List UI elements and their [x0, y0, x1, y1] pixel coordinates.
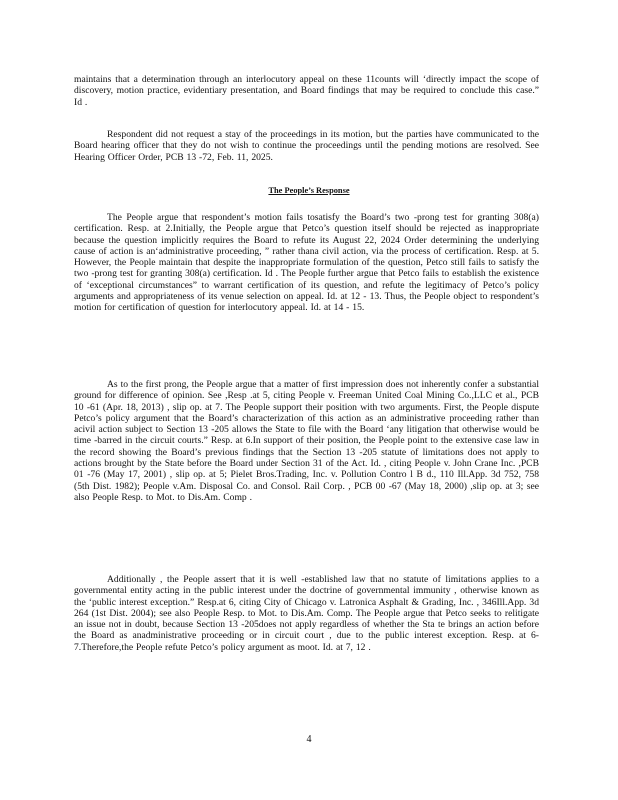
section-heading-text: The People’s Response [268, 186, 350, 195]
paragraph-1: maintains that a determination through an interlocutory appeal on these 11counts will ‘directly impact the scope of discovery, motion practice, evidentiary presentation, and Board findings that may be required to conclude this case.” Id . [74, 74, 539, 108]
paragraph-4: As to the first prong, the People argue that a matter of first impression does not inherently confer a substantial ground for difference of opinion. See ,Resp .at 5, citing People v. Freeman United Coal Mining Co.,LLC et al., PCB 10 -61 (Apr. 18, 2013) , slip op. at 7. The People support their position with two arguments. First, the People dispute Petco’s policy argument that the Board’s characterization of this action as an administrative proceeding rather than acivil action subject to Section 13 -205 allows the State to file with the Board ‘any litigation that otherwise would be time -barred in the circuit courts.” Resp. at 6.In support of their position, the People point to the extensive case law in the record showing the Board’s previous findings that the Section 13 -205 statute of limitations does not apply to actions brought by the State before the Board under Section 31 of the Act. Id. , citing People v. John Crane Inc. ,PCB 01 -76 (May 17, 2001) , slip op. at 5; Pielet Bros.Trading, Inc. v. Pollution Contro l B d., 110 Ill.App. 3d 752, 758 (5th Dist. 1982); People v.Am. Disposal Co. and Consol. Rail Corp. , PCB 00 -67 (May 18, 2000) ,slip op. at 3; see also People Resp. to Mot. to Dis.Am. Comp . [74, 379, 539, 503]
paragraph-3: The People argue that respondent’s motion fails tosatisfy the Board’s two -prong test for granting 308(a) certification. Resp. at 2.Initially, the People argue that Petco’s question itself should be rejected as inappropriate because the question implicitly requires the Board to refute its August 22, 2024 Order determining the underlying cause of action is an‘administrative proceeding, ” rather thana civil action, via the process of certification. Resp. at 5. However, the People maintain that despite the inappropriate formulation of the question, Petco still fails to satisfy the two -prong test for granting 308(a) certification. Id . The People further argue that Petco fails to establish the existence of ‘exceptional circumstances” to warrant certification of its question, and refute the legitimacy of Petco’s policy arguments and appropriateness of its venue selection on appeal. Id. at 12 - 13. Thus, the People object to respondent’s motion for certification of question for interlocutory appeal. Id. at 14 - 15. [74, 212, 539, 314]
page-number: 4 [306, 734, 312, 745]
section-heading [0, 186, 618, 195]
paragraph-2: Respondent did not request a stay of the proceedings in its motion, but the parties have communicated to the Board hearing officer that they do not wish to continue the proceedings until the pending motions are resolved. See Hearing Officer Order, PCB 13 -72, Feb. 11, 2025. [74, 129, 539, 163]
paragraph-5: Additionally , the People assert that it is well -established law that no statute of limitations applies to a governmental entity acting in the public interest under the doctrine of governmental immunity , otherwise known as the ‘public interest exception.” Resp.at 6, citing City of Chicago v. Latronica Asphalt & Grading, Inc. , 346Ill.App. 3d 264 (1st Dist. 2004); see also People Resp. to Mot. to Dis.Am. Comp. The People argue that Petco seeks to relitigate an issue not in doubt, because Section 13 -205does not apply regardless of whether the Sta te brings an action before the Board as anadministrative proceeding or in circuit court , due to the public interest exception. Resp. at 6- 7.Therefore,the People refute Petco’s policy argument as moot. Id. at 7, 12 . [74, 574, 539, 653]
